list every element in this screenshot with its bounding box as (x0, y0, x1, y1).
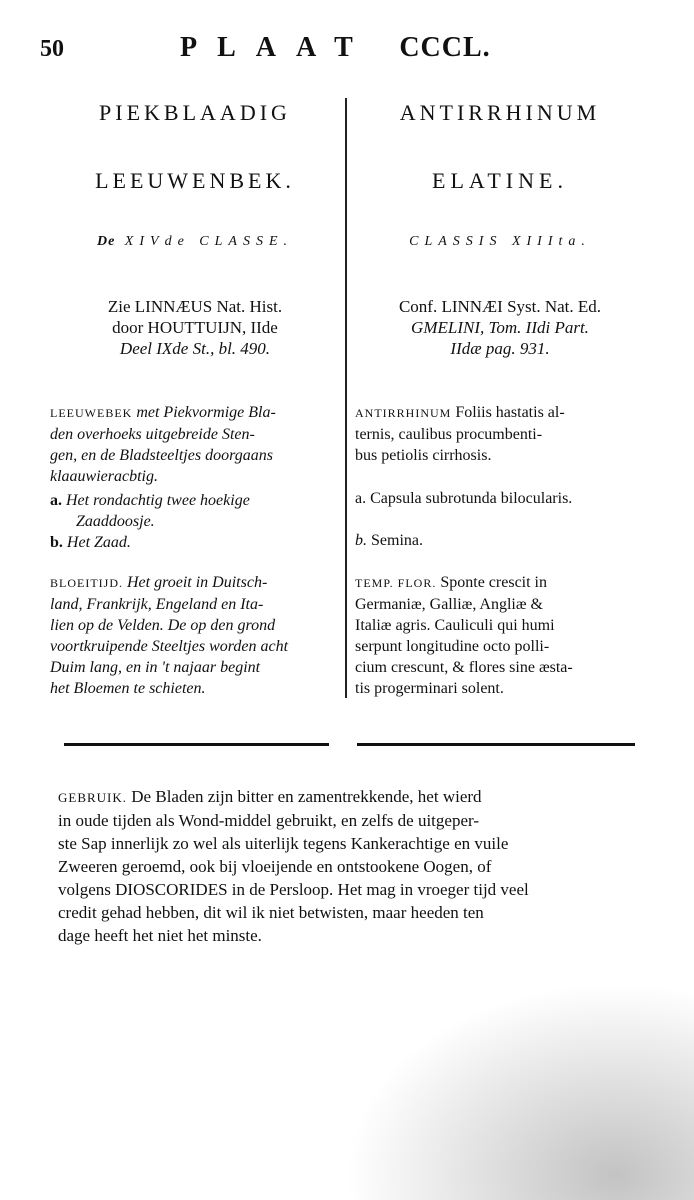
right-reference (355, 296, 645, 359)
left-reference (50, 296, 340, 359)
gebruik-line-7: dage heeft het niet het minste. (58, 926, 262, 945)
left-desc-line-4: klaauwieracbtig. (50, 468, 158, 485)
gebruik-line-2: in oude tijden als Wond-middel gebruikt, en zelfs de uitgeper- (58, 811, 479, 830)
left-item-b-text: Het Zaad. (66, 534, 131, 551)
right-temp-line-5: cium crescunt, & flores sine æsta- (355, 659, 573, 676)
gebruik-line-4: Zweeren geroemd, ook bij vloeijende en ontstookene Oogen, of (58, 857, 492, 876)
right-ref-line-2: GMELINI, Tom. IIdi Part. (411, 318, 589, 337)
left-bloei-line-4: voortkruipende Steeltjes worden acht (50, 638, 289, 655)
left-bloei-line-6: het Bloemen te schieten. (50, 680, 206, 697)
left-ref-line-1: Zie LINNÆUS Nat. Hist. (107, 297, 283, 316)
gebruik-paragraph (58, 785, 658, 947)
right-desc-label: ANTIRRHINUM (355, 406, 452, 420)
left-title-1: PIEKBLAADIG (99, 100, 291, 125)
gebruik-line-5: volgens DIOSCORIDES in de Persloop. Het mag in vroeger tijd veel (58, 880, 529, 899)
left-bloeitijd (50, 572, 340, 699)
separator-rule-right (357, 743, 635, 746)
right-desc-line-2: ternis, caulibus procumbenti- (355, 426, 543, 443)
right-temp-line-6: tis progerminari solent. (355, 680, 504, 697)
left-bloei-line-2: land, Frankrijk, Engeland en Ita- (50, 596, 264, 613)
right-classe: CLASSIS XIIIta. (409, 234, 591, 249)
right-temp-label: TEMP. FLOR. (355, 576, 437, 590)
paper-shading (300, 950, 694, 1200)
right-title-2: ELATINE. (432, 168, 568, 193)
right-temp-line-1: Sponte crescit in (440, 574, 547, 591)
separator-rule-left (64, 743, 329, 746)
left-classe (50, 234, 340, 250)
right-temp-flor (355, 572, 645, 699)
left-item-a (50, 490, 340, 532)
right-title-1: ANTIRRHINUM (399, 100, 601, 125)
column-divider (345, 98, 347, 698)
plate-label: PLAAT (180, 32, 373, 63)
right-temp-line-4: serpunt longitudine octo polli- (355, 638, 550, 655)
right-item-a-label: a. (355, 490, 367, 507)
gebruik-line-1: De Bladen zijn bitter en zamentrekkende, het wierd (131, 787, 482, 806)
left-item-b-label: b. (50, 534, 63, 551)
left-item-a-line-2: Zaaddoosje. (76, 513, 155, 530)
right-item-b-text: Semina. (371, 532, 423, 549)
left-ref-line-3: Deel IXde St., bl. 490. (119, 339, 271, 358)
left-title-2: LEEUWENBEK. (95, 168, 295, 193)
plate-header (180, 32, 491, 64)
plate-number: CCCL. (399, 32, 491, 63)
right-item-b (355, 530, 645, 551)
left-desc-line-3: gen, en de Bladsteeltjes doorgaans (50, 447, 273, 464)
left-item-a-label: a. (50, 492, 62, 509)
left-classe-prefix: De (96, 234, 116, 249)
left-bloei-line-5: Duim lang, en in 't najaar begint (50, 659, 261, 676)
gebruik-line-3: ste Sap innerlijk zo wel als uiterlijk tegens Kankerachtige en vuile (58, 834, 509, 853)
left-ref-line-2: door HOUTTUIJN, IIde (112, 318, 278, 337)
left-item-b (50, 532, 340, 553)
left-bloei-line-3: lien op de Velden. De op den grond (50, 617, 276, 634)
left-bloei-label: BLOEITIJD. (50, 576, 123, 590)
left-description (50, 402, 340, 487)
right-temp-line-3: Italiæ agris. Cauliculi qui humi (355, 617, 555, 634)
right-desc-line-1: Foliis hastatis al- (455, 404, 565, 421)
right-item-a-text: Capsula subrotunda bilocularis. (370, 490, 573, 507)
left-item-a-line-1: Het rondachtig twee hoekige (66, 492, 250, 509)
right-temp-line-2: Germaniæ, Galliæ, Angliæ & (355, 596, 543, 613)
gebruik-label: GEBRUIK. (58, 790, 128, 805)
right-ref-line-1: Conf. LINNÆI Syst. Nat. Ed. (398, 297, 602, 316)
left-desc-line-1: met Piekvormige Bla- (136, 404, 276, 421)
right-item-b-label: b. (355, 532, 367, 549)
gebruik-line-6: credit gehad hebben, dit wil ik niet betwisten, maar heeden ten (58, 903, 484, 922)
left-classe-text: XIVde CLASSE. (124, 234, 294, 249)
right-description (355, 402, 645, 466)
left-bloei-line-1: Het groeit in Duitsch- (127, 574, 268, 591)
right-item-a (355, 488, 645, 509)
left-desc-label: LEEUWEBEK (50, 406, 133, 420)
left-desc-line-2: den overhoeks uitgebreide Sten- (50, 426, 255, 443)
page-number: 50 (40, 36, 64, 62)
right-desc-line-3: bus petiolis cirrhosis. (355, 447, 492, 464)
right-ref-line-3: IIdæ pag. 931. (450, 339, 550, 358)
